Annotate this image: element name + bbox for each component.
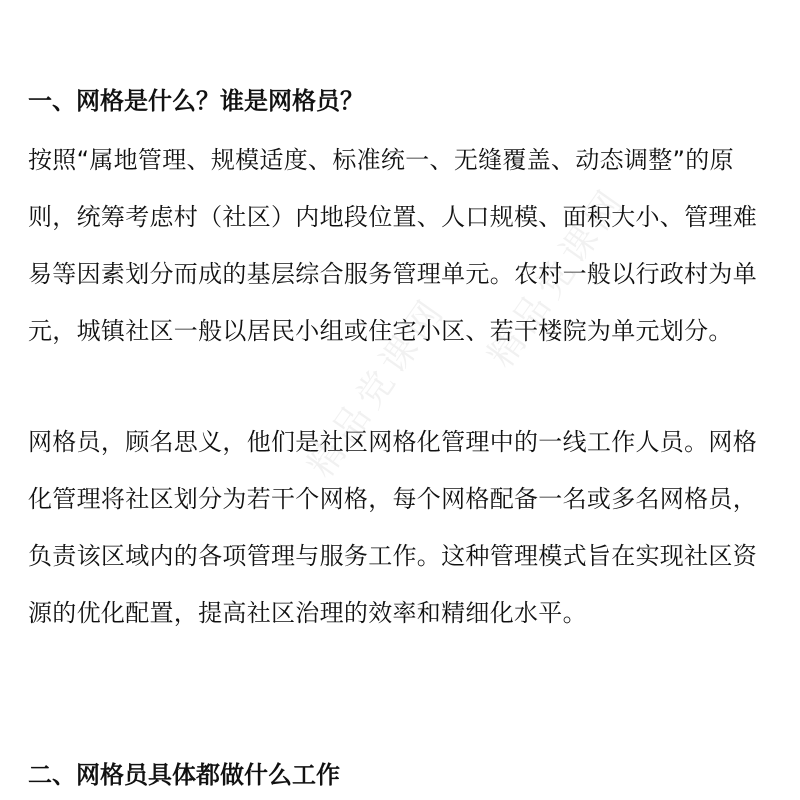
paragraph-line: 则，统筹考虑村（社区）内地段位置、人口规模、面积大小、管理难 bbox=[28, 203, 757, 231]
watermark-text: 精品党课网 bbox=[480, 179, 635, 375]
paragraph-line: 网格员，顾名思义，他们是社区网格化管理中的一线工作人员。网格 bbox=[28, 428, 757, 456]
paragraph-line: 易等因素划分而成的基层综合服务管理单元。农村一般以行政村为单 bbox=[28, 260, 757, 288]
section-1-heading: 一、网格是什么？谁是网格员？ bbox=[28, 87, 364, 115]
paragraph-line: 按照“属地管理、规模适度、标准统一、无缝覆盖、动态调整”的原 bbox=[28, 146, 734, 174]
section-2-heading: 二、网格员具体都做什么工作 bbox=[28, 761, 340, 789]
paragraph-line: 化管理将社区划分为若干个网格，每个网格配备一名或多名网格员， bbox=[28, 485, 757, 513]
paragraph-line: 负责该区域内的各项管理与服务工作。这种管理模式旨在实现社区资 bbox=[28, 542, 757, 570]
watermark-text: 精品党课网 bbox=[300, 289, 455, 485]
section-1-paragraph-2 bbox=[28, 420, 778, 648]
paragraph-line: 元，城镇社区一般以居民小组或住宅小区、若干楼院为单元划分。 bbox=[28, 317, 733, 345]
section-1-paragraph-1 bbox=[28, 138, 778, 366]
paragraph-line: 源的优化配置，提高社区治理的效率和精细化水平。 bbox=[28, 599, 587, 627]
